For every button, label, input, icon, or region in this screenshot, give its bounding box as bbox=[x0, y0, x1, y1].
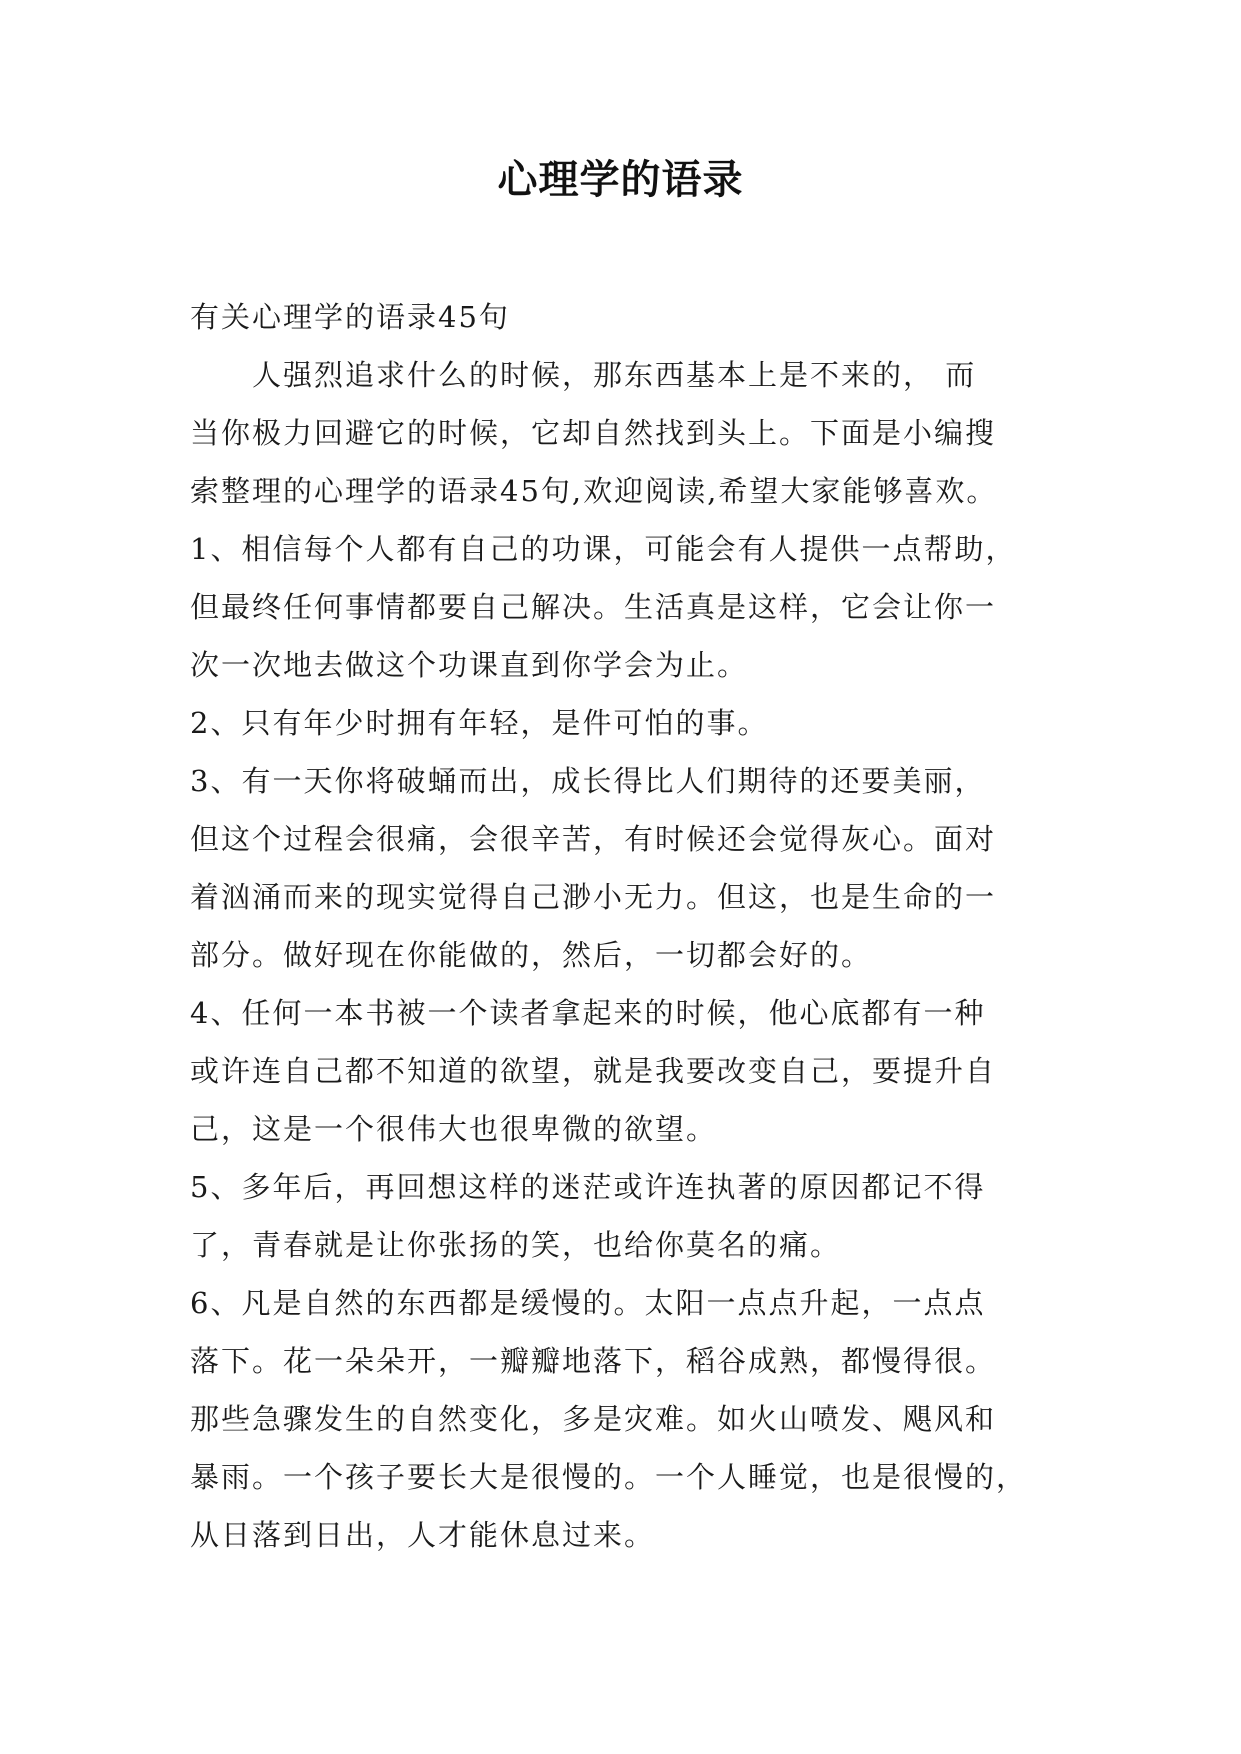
quote-line: 暴雨。一个孩子要长大是很慢的。一个人睡觉，也是很慢的， bbox=[190, 1460, 1028, 1494]
quote-line: 或许连自己都不知道的欲望，就是我要改变自己，要提升自 bbox=[190, 1054, 997, 1088]
quote-line: 从日落到日出，人才能休息过来。 bbox=[190, 1518, 656, 1552]
quote-line: 但最终任何事情都要自己解决。生活真是这样，它会让你一 bbox=[190, 590, 997, 624]
quote-line: 但这个过程会很痛，会很辛苦，有时候还会觉得灰心。面对 bbox=[190, 822, 997, 856]
quote-line: 那些急骤发生的自然变化，多是灾难。如火山喷发、飓风和 bbox=[190, 1402, 997, 1436]
quote-line: 了，青春就是让你张扬的笑，也给你莫名的痛。 bbox=[190, 1228, 842, 1262]
document-body bbox=[190, 288, 1070, 1564]
page-title: 心理学的语录 bbox=[497, 157, 744, 203]
intro-line: 索整理的心理学的语录45句,欢迎阅读,希望大家能够喜欢。 bbox=[190, 474, 998, 508]
quote-line: 1、相信每个人都有自己的功课，可能会有人提供一点帮助， bbox=[190, 532, 1017, 566]
quote-line: 5、多年后，再回想这样的迷茫或许连执著的原因都记不得 bbox=[190, 1170, 986, 1204]
quote-line: 3、有一天你将破蛹而出，成长得比人们期待的还要美丽， bbox=[190, 764, 986, 798]
quote-line: 次一次地去做这个功课直到你学会为止。 bbox=[190, 648, 749, 682]
quote-line: 6、凡是自然的东西都是缓慢的。太阳一点点升起，一点点 bbox=[190, 1286, 986, 1320]
quote-line: 着汹涌而来的现实觉得自己渺小无力。但这，也是生命的一 bbox=[190, 880, 997, 914]
quote-line: 4、任何一本书被一个读者拿起来的时候，他心底都有一种 bbox=[190, 996, 986, 1030]
quote-line: 部分。做好现在你能做的，然后，一切都会好的。 bbox=[190, 938, 873, 972]
quote-line: 己，这是一个很伟大也很卑微的欲望。 bbox=[190, 1112, 718, 1146]
subtitle-line: 有关心理学的语录45句 bbox=[190, 300, 510, 334]
quote-line: 2、只有年少时拥有年轻，是件可怕的事。 bbox=[190, 706, 769, 740]
intro-line: 当你极力回避它的时候，它却自然找到头上。下面是小编搜 bbox=[190, 416, 997, 450]
intro-line: 人强烈追求什么的时候，那东西基本上是不来的， 而 bbox=[252, 358, 977, 392]
quote-line: 落下。花一朵朵开，一瓣瓣地落下，稻谷成熟，都慢得很。 bbox=[190, 1344, 997, 1378]
